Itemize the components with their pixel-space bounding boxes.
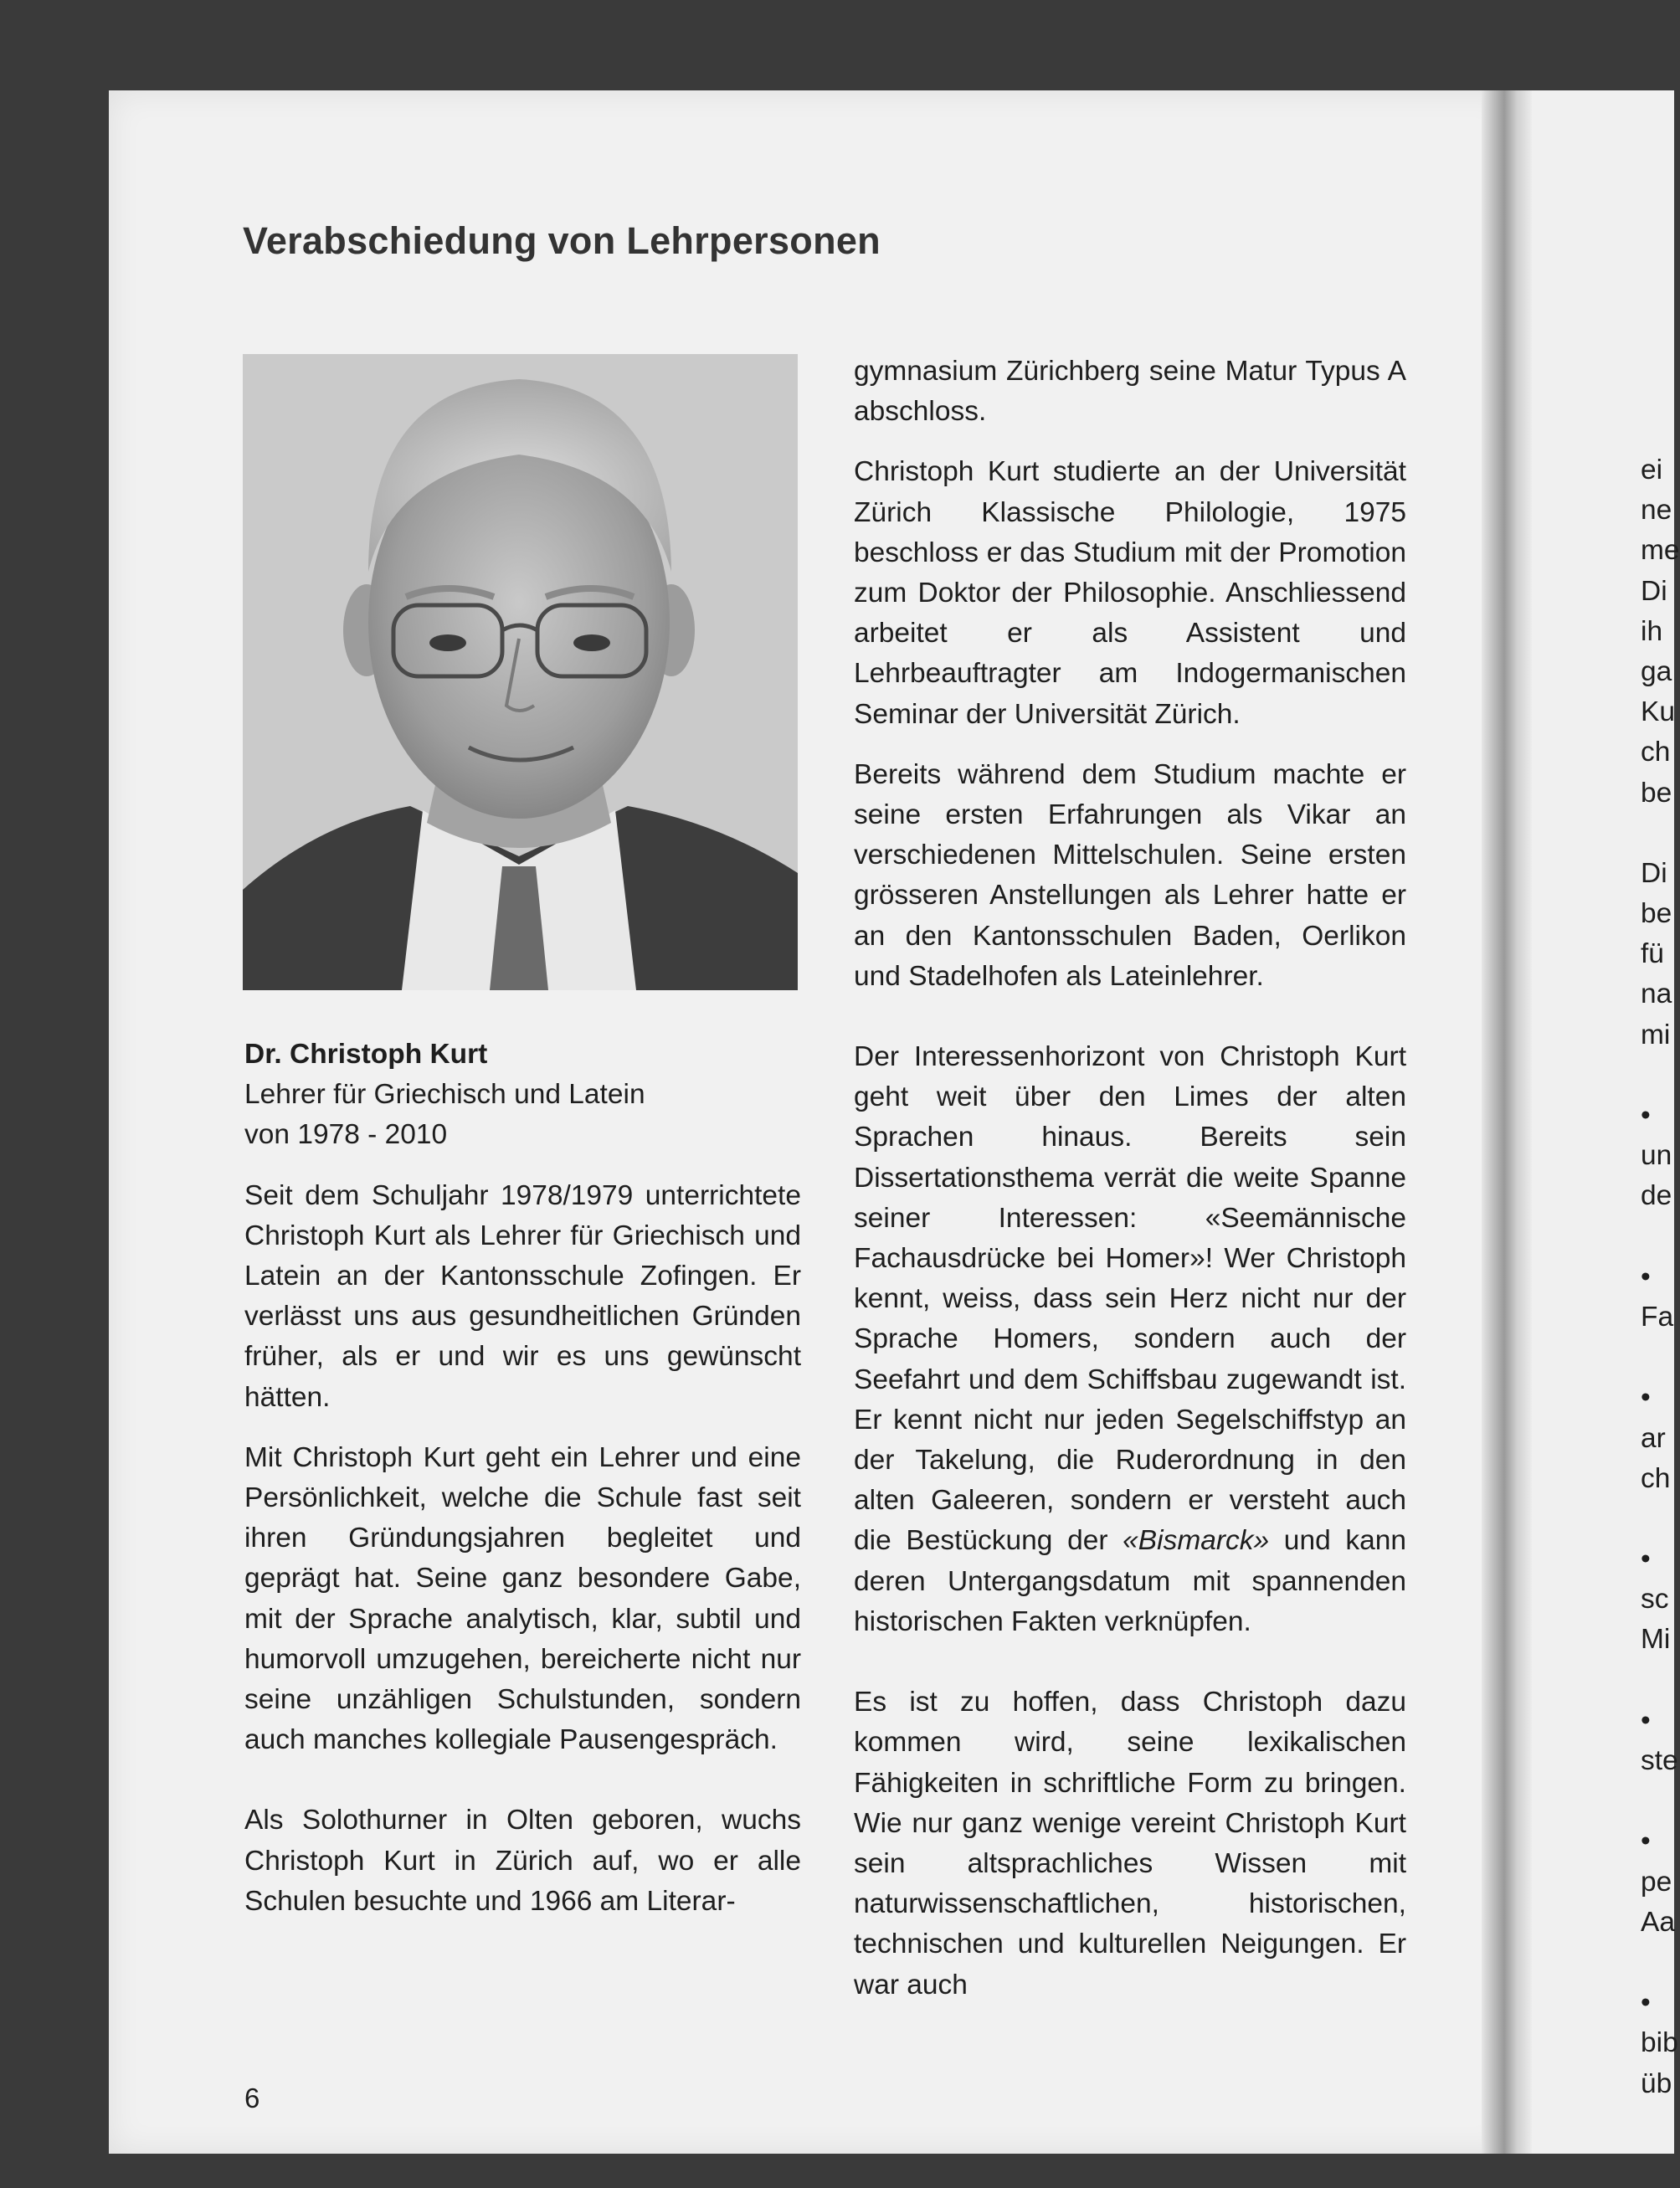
caption-years: von 1978 - 2010 bbox=[244, 1119, 448, 1151]
next-page-fragment: • bbox=[1641, 1826, 1651, 1857]
next-page-fragment: mi bbox=[1641, 1019, 1671, 1050]
next-page-fragment bbox=[1532, 1338, 1674, 1378]
next-page-fragment bbox=[1532, 1661, 1674, 1701]
next-page-fragment: ei bbox=[1641, 455, 1663, 485]
next-page-fragment: • bbox=[1641, 1987, 1651, 2019]
next-page-fragment: na bbox=[1641, 978, 1672, 1010]
next-page-fragment: ch bbox=[1641, 1462, 1671, 1494]
next-page-fragment: Ku bbox=[1641, 696, 1675, 728]
next-page-fragment: Mi bbox=[1641, 1624, 1671, 1656]
next-page-fragment: ste bbox=[1641, 1745, 1678, 1776]
next-page-fragment: ih bbox=[1641, 615, 1663, 647]
next-page-fragment: un bbox=[1641, 1140, 1672, 1172]
paragraph-4-text-b: und kann deren Untergangsdatum mit spannenden historischen Fakten verknüpfen. bbox=[854, 1525, 1407, 1637]
next-page-fragment: • bbox=[1641, 1382, 1651, 1414]
page-number: 6 bbox=[244, 2083, 260, 2114]
next-page-fragment: ne bbox=[1641, 495, 1672, 526]
next-page-fragment: Di bbox=[1641, 857, 1667, 889]
left-column bbox=[244, 1035, 801, 1922]
next-page-fragment: me bbox=[1641, 535, 1680, 567]
ship-name: «Bismarck» bbox=[1123, 1525, 1270, 1557]
next-page-fragment: be bbox=[1641, 777, 1672, 809]
paragraph-4-text-a: Der Interessenhorizont von Christoph Kurt geht weit über den Limes der alten Sprachen hinaus. Bereits sein Dissertationsthema verrät die weite Spanne seiner Interessen: «Seemännische Fachausdrücke bei Homer»! Wer Christoph kennt, weiss, dass sein Herz nicht nur der Sprache Homers, sondern auch der Seefahrt und dem Schiffsbau zugewandt ist. Er kennt nicht nur jeden Segelschiffstyp an der Takelung, die Ruderordnung in den alten Galeeren, sondern er versteht auch die Bestückung der bbox=[854, 1041, 1406, 1557]
right-paragraph-5: Es ist zu hoffen, dass Christoph dazu kommen wird, seine lexikalischen Fähigkeiten in schriftliche Form zu bringen. Wie nur ganz wenige vereint Christoph Kurt sein altsprachliches Wissen mit naturwissenschaftlichen, historischen, technischen und kulturellen Neigungen. Er war auch bbox=[854, 1687, 1406, 2001]
next-page-fragment: bib bbox=[1641, 2027, 1678, 2059]
right-paragraph-3: Bereits während dem Studium machte er seine ersten Erfahrungen als Vikar an verschiedenen Mittelschulen. Seine ersten grösseren Anstellungen als Lehrer hatte er an den Kantonsschulen Baden, Oerlikon und Stadelhofen als Lateinlehrer. bbox=[854, 758, 1406, 992]
right-column bbox=[854, 352, 1406, 2006]
next-page-edge bbox=[1532, 90, 1680, 2154]
page-title: Verabschiedung von Lehrpersonen bbox=[243, 219, 881, 262]
next-page-fragment: fü bbox=[1641, 938, 1664, 970]
next-page-fragment: de bbox=[1641, 1180, 1672, 1212]
next-page-fragment: Di bbox=[1641, 575, 1667, 607]
next-page-fragment: • bbox=[1641, 1543, 1651, 1575]
right-paragraph-2: Christoph Kurt studierte an der Universität Zürich Klassische Philologie, 1975 beschloss er das Studium mit der Promotion zum Doktor der Philosophie. Anschliessend arbeitet er als Assistent und Lehrbeauftragter am Indogermanischen Seminar der Universität Zürich. bbox=[854, 456, 1406, 730]
next-page-fragment: ch bbox=[1641, 737, 1671, 768]
left-paragraph-1: Seit dem Schuljahr 1978/1979 unterrichtete Christoph Kurt als Lehrer für Griechisch und Latein an der Kantonsschule Zofingen. Er verlässt uns aus gesundheitlichen Gründen früher, als er und wir es uns gewünscht hätten. bbox=[244, 1179, 801, 1413]
next-page-fragment: üb bbox=[1641, 2067, 1672, 2099]
next-page-fragment bbox=[1532, 1781, 1674, 1821]
portrait-photo bbox=[243, 354, 798, 990]
next-page-text bbox=[1532, 450, 1680, 2104]
next-page-fragment: sc bbox=[1641, 1584, 1669, 1615]
left-paragraph-3: Als Solothurner in Olten geboren, wuchs Christoph Kurt in Zürich auf, wo er alle Schulen besuchte und 1966 am Literar- bbox=[244, 1805, 801, 1917]
next-page-fragment bbox=[1532, 1217, 1674, 1257]
caption-name: Dr. Christoph Kurt bbox=[244, 1039, 488, 1070]
next-page-fragment: be bbox=[1641, 898, 1672, 930]
right-paragraph-4 bbox=[854, 1037, 1406, 1642]
next-page-fragment: • bbox=[1641, 1100, 1651, 1131]
next-page-fragment: • bbox=[1641, 1704, 1651, 1736]
next-page-fragment: pe bbox=[1641, 1866, 1672, 1898]
next-page-fragment bbox=[1532, 814, 1674, 854]
right-paragraph-1: gymnasium Zürichberg seine Matur Typus A abschloss. bbox=[854, 356, 1406, 428]
left-paragraph-2: Mit Christoph Kurt geht ein Lehrer und eine Persönlichkeit, welche die Schule fast seit ihren Gründungsjahren begleitet und geprägt hat. Seine ganz besondere Gabe, mit der Sprache analytisch, klar, subtil und humorvoll umzugehen, bereicherte nicht nur seine unzähligen Schulstunden, sondern auch manches kollegiale Pausengespräch. bbox=[244, 1441, 801, 1756]
next-page-fragment: Fa bbox=[1641, 1301, 1674, 1333]
next-page-fragment: ar bbox=[1641, 1422, 1666, 1454]
photo-caption bbox=[244, 1035, 801, 1156]
next-page-fragment: ga bbox=[1641, 655, 1672, 687]
caption-role: Lehrer für Griechisch und Latein bbox=[244, 1079, 645, 1111]
next-page-fragment bbox=[1532, 1055, 1674, 1096]
next-page-fragment: Aa bbox=[1641, 1906, 1675, 1938]
next-page-fragment bbox=[1532, 1943, 1674, 1983]
next-page-fragment: • bbox=[1641, 1261, 1651, 1292]
page-gutter bbox=[1482, 90, 1532, 2154]
next-page-fragment bbox=[1532, 1499, 1674, 1539]
